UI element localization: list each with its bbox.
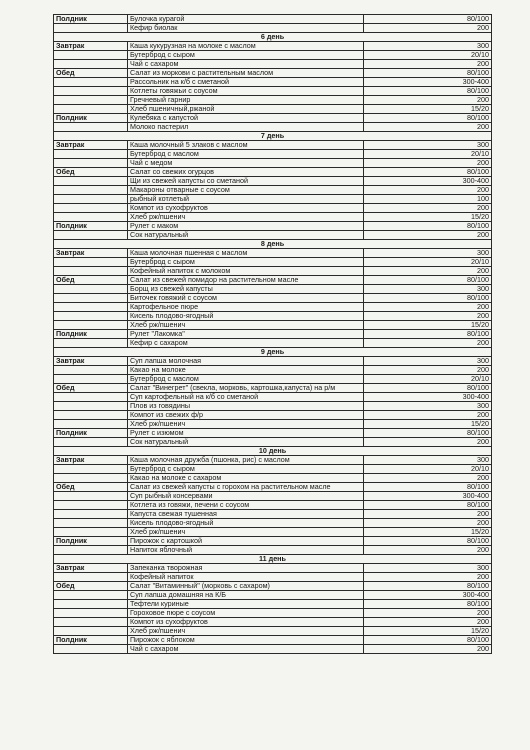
portion-cell: 80/100 xyxy=(364,330,492,339)
dish-cell: Салат из моркови с растительным маслом xyxy=(128,69,364,78)
meal-cell: Завтрак xyxy=(54,141,128,150)
dish-cell: Хлеб рж/пшенич xyxy=(128,528,364,537)
dish-cell: Борщ из свежей капусты xyxy=(128,285,364,294)
dish-cell: Макароны отварные с соусом xyxy=(128,186,364,195)
meal-cell: Полдник xyxy=(54,429,128,438)
day-header: 8 день xyxy=(54,240,492,249)
dish-cell: Картофельное пюре xyxy=(128,303,364,312)
meal-cell xyxy=(54,528,128,537)
day-header-row xyxy=(54,33,492,42)
meal-cell xyxy=(54,24,128,33)
portion-cell: 200 xyxy=(364,123,492,132)
menu-row xyxy=(54,573,492,582)
portion-cell: 80/100 xyxy=(364,429,492,438)
menu-row xyxy=(54,510,492,519)
dish-cell: Хлеб пшеничный,ржаной xyxy=(128,105,364,114)
meal-cell xyxy=(54,312,128,321)
portion-cell: 200 xyxy=(364,474,492,483)
meal-cell xyxy=(54,573,128,582)
dish-cell: Кулебяка с капустой xyxy=(128,114,364,123)
meal-cell: Завтрак xyxy=(54,42,128,51)
menu-row xyxy=(54,519,492,528)
menu-row xyxy=(54,78,492,87)
dish-cell: Суп картофельный на к/б со сметаной xyxy=(128,393,364,402)
menu-row xyxy=(54,312,492,321)
dish-cell: Суп лапша молочная xyxy=(128,357,364,366)
dish-cell: Каша молочная пшенная с маслом xyxy=(128,249,364,258)
dish-cell: Хлеб рж/пшенич xyxy=(128,213,364,222)
menu-row xyxy=(54,636,492,645)
dish-cell: Рулет с изюмом xyxy=(128,429,364,438)
meal-cell xyxy=(54,366,128,375)
portion-cell: 200 xyxy=(364,303,492,312)
portion-cell: 300 xyxy=(364,456,492,465)
portion-cell: 300 xyxy=(364,564,492,573)
menu-row xyxy=(54,393,492,402)
portion-cell: 20/10 xyxy=(364,375,492,384)
meal-cell xyxy=(54,600,128,609)
meal-cell xyxy=(54,591,128,600)
meal-cell xyxy=(54,231,128,240)
menu-row xyxy=(54,609,492,618)
menu-row xyxy=(54,546,492,555)
meal-cell: Обед xyxy=(54,582,128,591)
day-header-row xyxy=(54,132,492,141)
menu-row xyxy=(54,600,492,609)
meal-cell: Полдник xyxy=(54,15,128,24)
dish-cell: Котлеты говяжьи с соусом xyxy=(128,87,364,96)
meal-cell xyxy=(54,411,128,420)
meal-cell xyxy=(54,492,128,501)
dish-cell: Рулет с маком xyxy=(128,222,364,231)
portion-cell: 200 xyxy=(364,159,492,168)
meal-cell: Завтрак xyxy=(54,249,128,258)
meal-cell: Полдник xyxy=(54,330,128,339)
portion-cell: 80/100 xyxy=(364,69,492,78)
meal-cell xyxy=(54,420,128,429)
meal-cell xyxy=(54,186,128,195)
meal-cell xyxy=(54,501,128,510)
meal-cell: Обед xyxy=(54,276,128,285)
meal-cell xyxy=(54,159,128,168)
dish-cell: Хлеб рж/пшенич xyxy=(128,321,364,330)
portion-cell: 15/20 xyxy=(364,528,492,537)
menu-row xyxy=(54,87,492,96)
portion-cell: 200 xyxy=(364,438,492,447)
menu-row xyxy=(54,465,492,474)
portion-cell: 300 xyxy=(364,42,492,51)
menu-row xyxy=(54,582,492,591)
dish-cell: Рулет "Лакомка" xyxy=(128,330,364,339)
dish-cell: Запеканка творожная xyxy=(128,564,364,573)
meal-cell xyxy=(54,438,128,447)
dish-cell: рыбный котлетый xyxy=(128,195,364,204)
portion-cell: 20/10 xyxy=(364,465,492,474)
meal-cell xyxy=(54,213,128,222)
meal-cell xyxy=(54,609,128,618)
portion-cell: 300-400 xyxy=(364,393,492,402)
menu-row xyxy=(54,177,492,186)
portion-cell: 200 xyxy=(364,519,492,528)
dish-cell: Кофейный напиток с молоком xyxy=(128,267,364,276)
dish-cell: Каша кукурузная на молоке с маслом xyxy=(128,42,364,51)
dish-cell: Салат со свежих огурцов xyxy=(128,168,364,177)
meal-cell xyxy=(54,258,128,267)
portion-cell: 15/20 xyxy=(364,213,492,222)
dish-cell: Компот из сухофруктов xyxy=(128,618,364,627)
portion-cell: 300 xyxy=(364,249,492,258)
portion-cell: 80/100 xyxy=(364,483,492,492)
portion-cell: 200 xyxy=(364,510,492,519)
dish-cell: Хлеб рж/пшенич xyxy=(128,420,364,429)
portion-cell: 200 xyxy=(364,204,492,213)
portion-cell: 80/100 xyxy=(364,600,492,609)
menu-row xyxy=(54,69,492,78)
day-header: 9 день xyxy=(54,348,492,357)
menu-table xyxy=(53,14,492,654)
meal-cell xyxy=(54,375,128,384)
meal-cell: Завтрак xyxy=(54,456,128,465)
dish-cell: Салат из свежей капусты с горохом на растительном масле xyxy=(128,483,364,492)
portion-cell: 80/100 xyxy=(364,384,492,393)
menu-row xyxy=(54,231,492,240)
menu-row xyxy=(54,420,492,429)
menu-row xyxy=(54,159,492,168)
dish-cell: Кисель плодово-ягодный xyxy=(128,519,364,528)
menu-table-body xyxy=(54,15,492,654)
portion-cell: 200 xyxy=(364,609,492,618)
menu-row xyxy=(54,303,492,312)
dish-cell: Компот из свежих ф/р xyxy=(128,411,364,420)
portion-cell: 15/20 xyxy=(364,321,492,330)
portion-cell: 100 xyxy=(364,195,492,204)
menu-row xyxy=(54,249,492,258)
portion-cell: 80/100 xyxy=(364,294,492,303)
portion-cell: 300-400 xyxy=(364,78,492,87)
meal-cell xyxy=(54,393,128,402)
portion-cell: 200 xyxy=(364,312,492,321)
meal-cell xyxy=(54,78,128,87)
portion-cell: 15/20 xyxy=(364,105,492,114)
dish-cell: Каша молочная дружба (пшонка, рис) с маслом xyxy=(128,456,364,465)
meal-cell: Обед xyxy=(54,168,128,177)
menu-row xyxy=(54,42,492,51)
dish-cell: Суп рыбный консервами xyxy=(128,492,364,501)
dish-cell: Салат из свежей помидор на растительном масле xyxy=(128,276,364,285)
meal-cell xyxy=(54,195,128,204)
meal-cell xyxy=(54,618,128,627)
dish-cell: Напиток яблочный xyxy=(128,546,364,555)
menu-row xyxy=(54,411,492,420)
menu-row xyxy=(54,429,492,438)
meal-cell xyxy=(54,510,128,519)
dish-cell: Пирожок с картошкой xyxy=(128,537,364,546)
menu-row xyxy=(54,24,492,33)
portion-cell: 200 xyxy=(364,60,492,69)
day-header: 11 день xyxy=(54,555,492,564)
menu-row xyxy=(54,501,492,510)
portion-cell: 80/100 xyxy=(364,168,492,177)
dish-cell: Булочка курагой xyxy=(128,15,364,24)
portion-cell: 200 xyxy=(364,267,492,276)
menu-row xyxy=(54,195,492,204)
menu-row xyxy=(54,150,492,159)
dish-cell: Чай с сахаром xyxy=(128,60,364,69)
dish-cell: Котлета из говяжи, печени с соусом xyxy=(128,501,364,510)
menu-row xyxy=(54,402,492,411)
meal-cell: Обед xyxy=(54,483,128,492)
dish-cell: Щи из свежей капусты со сметаной xyxy=(128,177,364,186)
meal-cell: Обед xyxy=(54,384,128,393)
menu-row xyxy=(54,537,492,546)
dish-cell: Бутерброд с маслом xyxy=(128,375,364,384)
portion-cell: 200 xyxy=(364,411,492,420)
meal-cell xyxy=(54,105,128,114)
menu-row xyxy=(54,438,492,447)
dish-cell: Хлеб рж/пшенич xyxy=(128,627,364,636)
menu-row xyxy=(54,492,492,501)
meal-cell xyxy=(54,303,128,312)
meal-cell xyxy=(54,294,128,303)
menu-row xyxy=(54,267,492,276)
portion-cell: 200 xyxy=(364,24,492,33)
dish-cell: Бутерброд с сыром xyxy=(128,258,364,267)
portion-cell: 300 xyxy=(364,141,492,150)
menu-row xyxy=(54,375,492,384)
meal-cell xyxy=(54,60,128,69)
meal-cell xyxy=(54,402,128,411)
portion-cell: 200 xyxy=(364,546,492,555)
menu-row xyxy=(54,141,492,150)
menu-row xyxy=(54,294,492,303)
portion-cell: 200 xyxy=(364,96,492,105)
menu-row xyxy=(54,96,492,105)
menu-row xyxy=(54,474,492,483)
menu-row xyxy=(54,591,492,600)
meal-cell: Полдник xyxy=(54,537,128,546)
menu-row xyxy=(54,276,492,285)
portion-cell: 300-400 xyxy=(364,492,492,501)
portion-cell: 200 xyxy=(364,618,492,627)
dish-cell: Капуста свежая тушенная xyxy=(128,510,364,519)
portion-cell: 80/100 xyxy=(364,501,492,510)
meal-cell xyxy=(54,546,128,555)
menu-row xyxy=(54,366,492,375)
dish-cell: Плов из говядины xyxy=(128,402,364,411)
menu-row xyxy=(54,564,492,573)
portion-cell: 200 xyxy=(364,573,492,582)
dish-cell: Кефир биолак xyxy=(128,24,364,33)
dish-cell: Компот из сухофруктов xyxy=(128,204,364,213)
dish-cell: Какао на молоке xyxy=(128,366,364,375)
meal-cell: Полдник xyxy=(54,114,128,123)
dish-cell: Чай с медом xyxy=(128,159,364,168)
portion-cell: 200 xyxy=(364,645,492,654)
dish-cell: Кофейный напиток xyxy=(128,573,364,582)
portion-cell: 20/10 xyxy=(364,258,492,267)
menu-row xyxy=(54,213,492,222)
menu-row xyxy=(54,627,492,636)
menu-row xyxy=(54,15,492,24)
dish-cell: Каша молочный 5 злаков с маслом xyxy=(128,141,364,150)
meal-cell: Обед xyxy=(54,69,128,78)
menu-row xyxy=(54,168,492,177)
meal-cell xyxy=(54,627,128,636)
dish-cell: Бутерброд с маслом xyxy=(128,150,364,159)
meal-cell xyxy=(54,177,128,186)
dish-cell: Пирожок с яблоком xyxy=(128,636,364,645)
meal-cell xyxy=(54,465,128,474)
dish-cell: Рассольник на к/б с сметаной xyxy=(128,78,364,87)
dish-cell: Молоко пастерил xyxy=(128,123,364,132)
meal-cell xyxy=(54,87,128,96)
meal-cell: Завтрак xyxy=(54,564,128,573)
day-header: 6 день xyxy=(54,33,492,42)
menu-row xyxy=(54,321,492,330)
day-header-row xyxy=(54,348,492,357)
day-header-row xyxy=(54,447,492,456)
meal-cell xyxy=(54,285,128,294)
portion-cell: 200 xyxy=(364,186,492,195)
portion-cell: 15/20 xyxy=(364,420,492,429)
dish-cell: Тефтели куриные xyxy=(128,600,364,609)
menu-row xyxy=(54,618,492,627)
meal-cell xyxy=(54,645,128,654)
portion-cell: 80/100 xyxy=(364,222,492,231)
meal-cell: Завтрак xyxy=(54,357,128,366)
menu-row xyxy=(54,483,492,492)
dish-cell: Сок натуральный xyxy=(128,438,364,447)
portion-cell: 300-400 xyxy=(364,591,492,600)
meal-cell xyxy=(54,51,128,60)
menu-row xyxy=(54,123,492,132)
portion-cell: 80/100 xyxy=(364,582,492,591)
day-header-row xyxy=(54,555,492,564)
dish-cell: Бутерброд с сыром xyxy=(128,51,364,60)
dish-cell: Сок натуральный xyxy=(128,231,364,240)
portion-cell: 20/10 xyxy=(364,51,492,60)
dish-cell: Салат "Винегрет" (свекла, морковь, картошка,капуста) на р/м xyxy=(128,384,364,393)
portion-cell: 80/100 xyxy=(364,537,492,546)
day-header-row xyxy=(54,240,492,249)
menu-row xyxy=(54,105,492,114)
dish-cell: Гороховое пюре с соусом xyxy=(128,609,364,618)
meal-cell xyxy=(54,267,128,276)
menu-row xyxy=(54,222,492,231)
meal-cell xyxy=(54,123,128,132)
portion-cell: 200 xyxy=(364,231,492,240)
dish-cell: Бутерброд с сыром xyxy=(128,465,364,474)
portion-cell: 200 xyxy=(364,339,492,348)
menu-row xyxy=(54,258,492,267)
meal-cell xyxy=(54,519,128,528)
meal-cell xyxy=(54,150,128,159)
day-header: 7 день xyxy=(54,132,492,141)
portion-cell: 300 xyxy=(364,402,492,411)
menu-row xyxy=(54,114,492,123)
portion-cell: 80/100 xyxy=(364,87,492,96)
meal-cell xyxy=(54,339,128,348)
menu-row xyxy=(54,456,492,465)
portion-cell: 80/100 xyxy=(364,276,492,285)
menu-row xyxy=(54,330,492,339)
meal-cell: Полдник xyxy=(54,222,128,231)
menu-row xyxy=(54,60,492,69)
dish-cell: Салат "Витаминный" (морковь с сахаром) xyxy=(128,582,364,591)
dish-cell: Суп лапша домашняя на К/Б xyxy=(128,591,364,600)
dish-cell: Кефир с сахаром xyxy=(128,339,364,348)
meal-cell xyxy=(54,96,128,105)
dish-cell: Кисель плодово-ягодный xyxy=(128,312,364,321)
meal-cell xyxy=(54,204,128,213)
meal-cell: Полдник xyxy=(54,636,128,645)
menu-row xyxy=(54,339,492,348)
portion-cell: 20/10 xyxy=(364,150,492,159)
menu-row xyxy=(54,528,492,537)
portion-cell: 15/20 xyxy=(364,627,492,636)
dish-cell: Гречневый гарнир xyxy=(128,96,364,105)
menu-row xyxy=(54,384,492,393)
dish-cell: Биточек говяжий с соусом xyxy=(128,294,364,303)
menu-row xyxy=(54,204,492,213)
portion-cell: 300 xyxy=(364,357,492,366)
portion-cell: 80/100 xyxy=(364,636,492,645)
menu-row xyxy=(54,645,492,654)
portion-cell: 300-400 xyxy=(364,177,492,186)
meal-cell xyxy=(54,474,128,483)
menu-row xyxy=(54,285,492,294)
menu-row xyxy=(54,357,492,366)
menu-row xyxy=(54,186,492,195)
portion-cell: 200 xyxy=(364,366,492,375)
day-header: 10 день xyxy=(54,447,492,456)
meal-cell xyxy=(54,321,128,330)
portion-cell: 300 xyxy=(364,285,492,294)
portion-cell: 80/100 xyxy=(364,15,492,24)
menu-row xyxy=(54,51,492,60)
dish-cell: Какао на молоке с сахаром xyxy=(128,474,364,483)
dish-cell: Чай с сахаром xyxy=(128,645,364,654)
portion-cell: 80/100 xyxy=(364,114,492,123)
